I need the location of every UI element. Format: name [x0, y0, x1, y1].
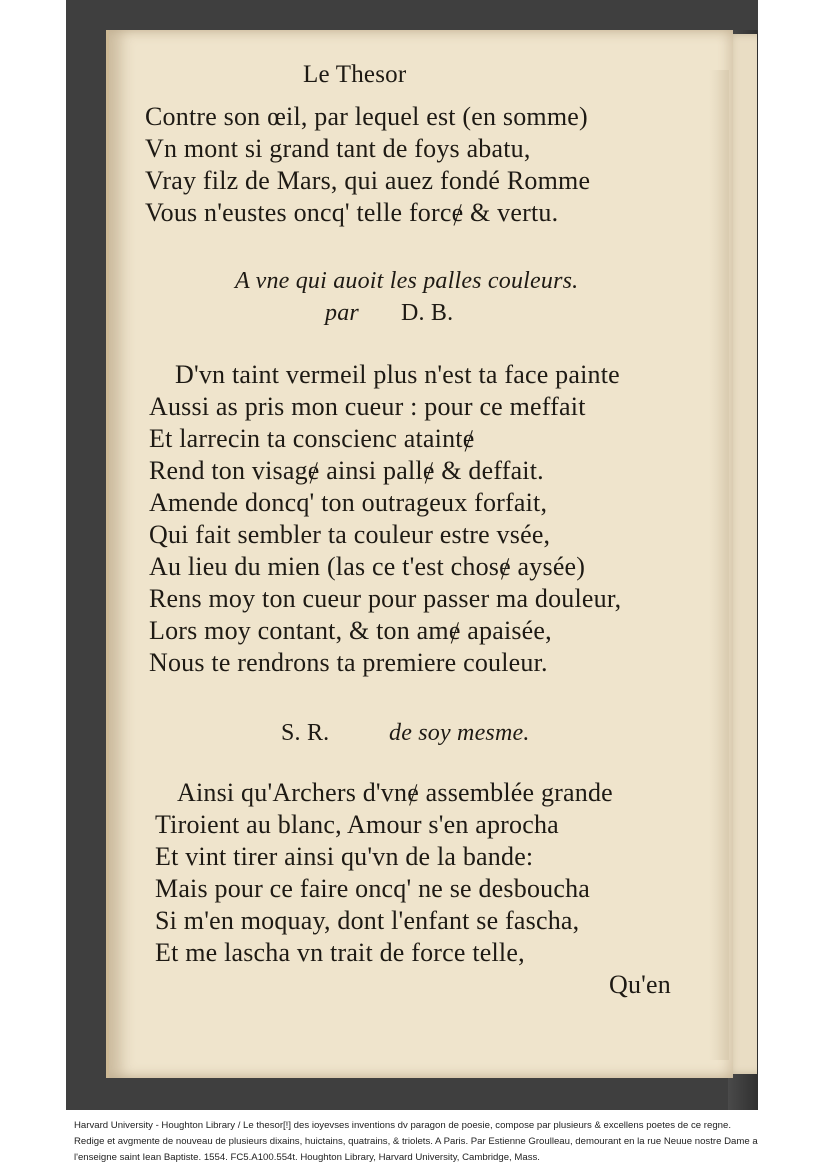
poem-line: Si m'en moquay, dont l'enfant se fascha,: [155, 906, 580, 935]
poem-title: de soy mesme.: [389, 720, 530, 746]
stanza1-line: Vous n'eustes oncq' telle forcɇ & vertu.: [145, 198, 559, 227]
library-caption: Harvard University - Houghton Library / Le thesor[!] des ioyevses inventions dv paragon de poesie, compose par plusieurs & excellens poetes de ce regne. Redige et avgmente de nouveau de plusieurs dixains, huictains, quatrains, & triolets. A Paris. Par Estienne Groulleau, demourant en la rue Neuue nostre Dame a l'enseigne saint Iean Baptiste. 1554. FC5.A100.554t. Houghton Library, Harvard University, Cambridge, Mass.: [74, 1120, 758, 1163]
poem-line: Mais pour ce faire oncq' ne se desboucha: [155, 874, 591, 903]
poem-line: Lors moy contant, & ton amɇ apaisée,: [149, 616, 552, 645]
poem-line: Amende doncq' ton outrageux forfait,: [149, 488, 548, 517]
author-by: par: [325, 300, 359, 326]
author-initials: D. B.: [401, 300, 454, 326]
poem-line: Au lieu du mien (las ce t'est chosɇ aysée): [149, 552, 586, 581]
poem-author-initials: S. R.: [281, 720, 330, 746]
running-head: Le Thesor: [303, 61, 407, 88]
poem-line: Ainsi qu'Archers d'vnɇ assemblée grande: [177, 778, 613, 807]
poem-line: Et me lascha vn trait de force telle,: [155, 938, 525, 967]
show-through: [709, 70, 729, 1060]
stanza1-line: Contre son œil, par lequel est (en somme): [145, 102, 588, 131]
poem-line: Et vint tirer ainsi qu'vn de la bande:: [155, 842, 534, 871]
poem-line: Aussi as pris mon cueur : pour ce meffait: [149, 392, 586, 421]
poem-line: Rens moy ton cueur pour passer ma douleur,: [149, 584, 622, 613]
stanza1-line: Vray filz de Mars, qui auez fondé Romme: [145, 166, 591, 195]
catchword: Qu'en: [609, 970, 672, 999]
stanza1-line: Vn mont si grand tant de foys abatu,: [145, 134, 531, 163]
book-page: [106, 30, 733, 1078]
poem-line: Nous te rendrons ta premiere couleur.: [149, 648, 548, 677]
poem-line: Qui fait sembler ta couleur estre vsée,: [149, 520, 551, 549]
poem-title: A vne qui auoit les palles couleurs.: [235, 268, 579, 294]
poem-line: Tiroient au blanc, Amour s'en aprocha: [155, 810, 559, 839]
poem-line: Rend ton visagɇ ainsi pallɇ & deffait.: [149, 456, 544, 485]
poem-line: D'vn taint vermeil plus n'est ta face painte: [175, 360, 620, 389]
poem-line: Et larrecin ta conscienc ataintɇ: [149, 424, 475, 453]
